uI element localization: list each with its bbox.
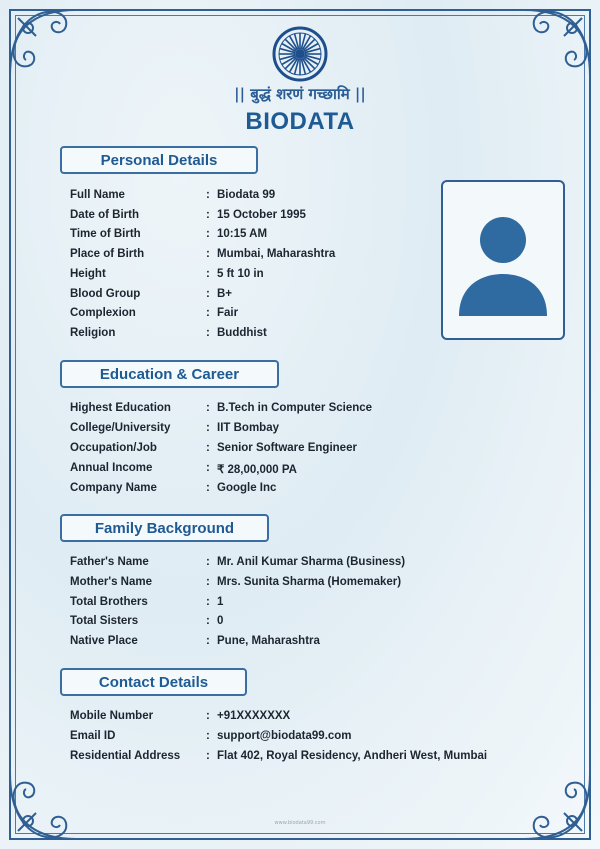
detail-value: 0 <box>217 615 224 628</box>
separator: : <box>206 635 210 648</box>
detail-label: Highest Education <box>70 402 171 414</box>
separator: : <box>206 267 210 280</box>
detail-value: Google Inc <box>217 481 277 494</box>
detail-label: Email ID <box>70 730 116 742</box>
detail-label: Occupation/Job <box>70 441 157 454</box>
detail-label: Total Sisters <box>70 615 139 628</box>
section-heading-education: Education & Career <box>60 360 279 388</box>
section-heading-contact: Contact Details <box>60 668 247 696</box>
detail-label: Mobile Number <box>70 710 154 722</box>
dharma-chakra-icon <box>272 26 328 82</box>
detail-label: Full Name <box>70 189 125 201</box>
separator: : <box>206 750 210 762</box>
detail-label: Annual Income <box>70 461 153 474</box>
floral-ornament-icon <box>520 769 594 843</box>
floral-ornament-icon <box>6 6 80 80</box>
detail-value: Mr. Anil Kumar Sharma (Business) <box>217 556 406 568</box>
footer-url: www.biodata99.com <box>274 820 326 826</box>
separator: : <box>206 326 210 339</box>
separator: : <box>206 441 210 454</box>
separator: : <box>206 307 210 320</box>
photo-placeholder <box>441 180 565 340</box>
detail-label: Father's Name <box>70 556 149 568</box>
separator: : <box>206 481 210 494</box>
separator: : <box>206 556 210 568</box>
detail-value: B+ <box>217 287 233 300</box>
motto: || बुद्धं शरणं गच्छामि || <box>234 85 366 103</box>
detail-value: 1 <box>217 595 224 608</box>
detail-value: Pune, Maharashtra <box>217 635 320 648</box>
separator: : <box>206 189 210 201</box>
detail-value: IIT Bombay <box>217 421 279 434</box>
detail-label: Religion <box>70 326 116 339</box>
separator: : <box>206 208 210 221</box>
detail-value: support@biodata99.com <box>217 730 352 742</box>
detail-label: Total Brothers <box>70 595 148 608</box>
section-heading-personal: Personal Details <box>60 146 258 174</box>
detail-value: Buddhist <box>217 326 267 339</box>
separator: : <box>206 248 210 261</box>
detail-value: Flat 402, Royal Residency, Andheri West, Mumbai <box>217 750 488 762</box>
floral-ornament-icon <box>520 6 594 80</box>
separator: : <box>206 421 210 434</box>
separator: : <box>206 402 210 414</box>
detail-value: B.Tech in Computer Science <box>217 402 373 414</box>
floral-ornament-icon <box>6 769 80 843</box>
separator: : <box>206 461 210 474</box>
detail-value: 5 ft 10 in <box>217 267 264 280</box>
detail-label: Complexion <box>70 307 136 320</box>
detail-value: Mumbai, Maharashtra <box>217 248 336 261</box>
detail-label: Native Place <box>70 635 138 648</box>
detail-value: ₹ 28,00,000 PA <box>217 463 297 476</box>
detail-label: Blood Group <box>70 287 141 300</box>
detail-value: Senior Software Engineer <box>217 441 357 454</box>
detail-value: 15 October 1995 <box>217 208 306 221</box>
separator: : <box>206 710 210 722</box>
section-heading-family: Family Background <box>60 514 269 542</box>
page-title: BIODATA <box>245 108 355 135</box>
detail-label: Time of Birth <box>70 228 141 241</box>
separator: : <box>206 287 210 300</box>
detail-label: Mother's Name <box>70 575 152 588</box>
detail-value: Biodata 99 <box>217 189 276 201</box>
detail-value: +91XXXXXXX <box>217 710 291 722</box>
detail-value: Fair <box>217 307 239 320</box>
detail-value: Mrs. Sunita Sharma (Homemaker) <box>217 575 402 588</box>
profile-placeholder-icon <box>443 182 563 338</box>
detail-label: College/University <box>70 421 171 434</box>
detail-label: Residential Address <box>70 750 181 762</box>
detail-label: Date of Birth <box>70 208 139 221</box>
detail-label: Place of Birth <box>70 248 145 261</box>
detail-label: Company Name <box>70 481 157 494</box>
separator: : <box>206 730 210 742</box>
detail-value: 10:15 AM <box>217 228 268 241</box>
detail-label: Height <box>70 267 106 280</box>
separator: : <box>206 615 210 628</box>
separator: : <box>206 575 210 588</box>
separator: : <box>206 228 210 241</box>
separator: : <box>206 595 210 608</box>
